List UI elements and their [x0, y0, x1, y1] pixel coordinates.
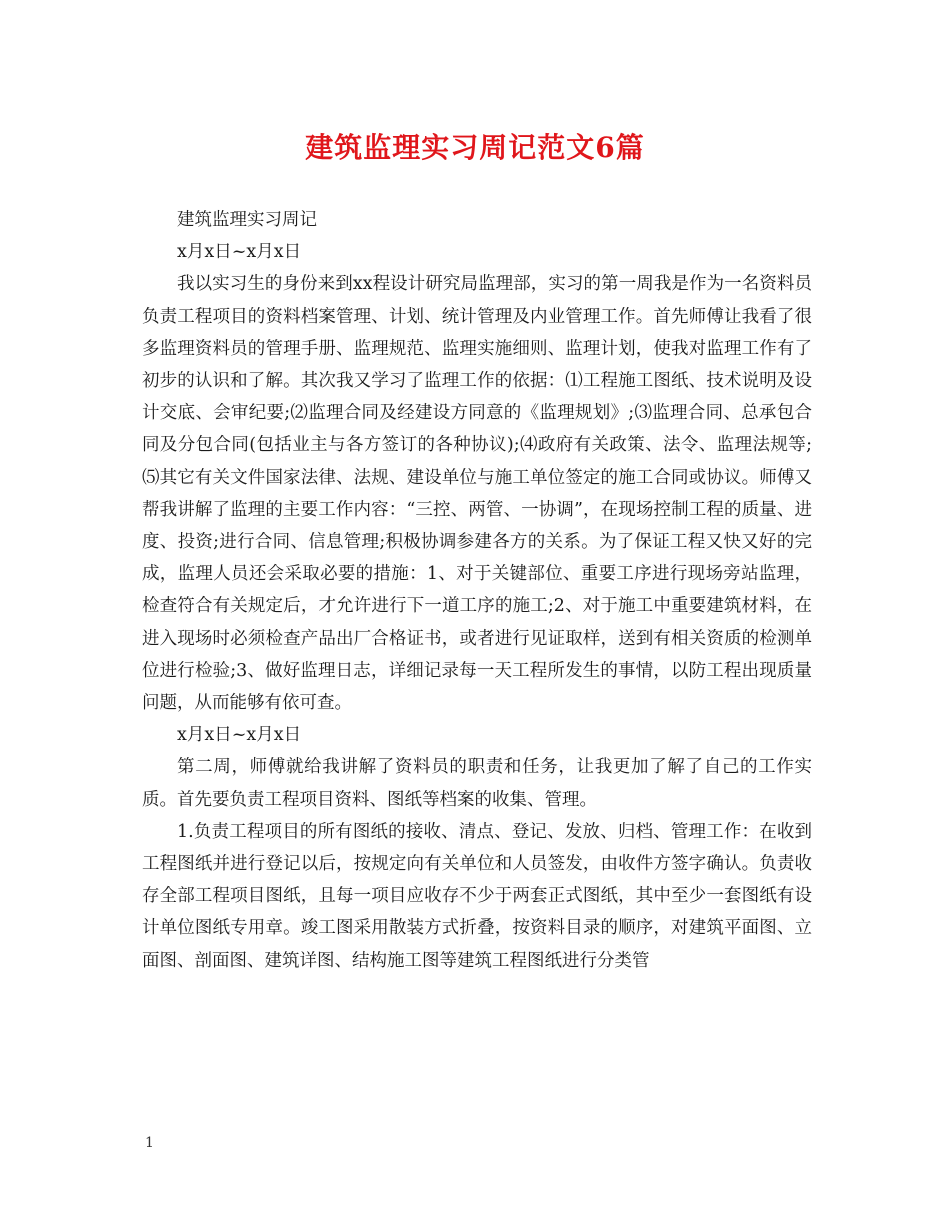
paragraph-week-2-item-1: 1.负责工程项目的所有图纸的接收、清点、登记、发放、归档、管理工作：在收到工程图纸并进行登记以后，按规定向有关单位和人员签发，由收件方签字确认。负责收存全部工程项目图纸，且每一项目应收存不少于两套正式图纸，其中至少一套图纸有设计单位图纸专用章。竣工图采用散装方式折叠，按资料目录的顺序，对建筑平面图、立面图、剖面图、建筑详图、结构施工图等建筑工程图纸进行分类管	[142, 821, 812, 971]
document-title: 建筑监理实习周记范文6篇	[305, 131, 645, 164]
page-number: 1	[145, 1135, 154, 1151]
date-range-week-1: x月x日~x月x日	[177, 242, 302, 263]
paragraph-week-1: 我以实习生的身份来到xx程设计研究局监理部，实习的第一周我是作为一名资料员负责工程项目的资料档案管理、计划、统计管理及内业管理工作。首先师傅让我看了很多监理资料员的管理手册、监理规范、监理实施细则、监理计划，使我对监理工作有了初步的认识和了解。其次我又学习了监理工作的依据：⑴工程施工图纸、技术说明及设计交底、会审纪要;⑵监理合同及经建设方同意的《监理规划》;⑶监理合同、总承包合同及分包合同(包括业主与各方签订的各种协议);⑷政府有关政策、法令、监理法规等;⑸其它有关文件国家法律、法规、建设单位与施工单位签定的施工合同或协议。师傅又帮我讲解了监理的主要工作内容：“三控、两管、一协调”，在现场控制工程的质量、进度、投资;进行合同、信息管理;积极协调参建各方的关系。为了保证工程又快又好的完成，监理人员还会采取必要的措施：1、对于关键部位、重要工序进行现场旁站监理，检查符合有关规定后，才允许进行下一道工序的施工;2、对于施工中重要建筑材料，在进入现场时必须检查产品出厂合格证书，或者进行见证取样，送到有相关资质的检测单位进行检验;3、做好监理日志，详细记录每一天工程所发生的事情，以防工程出现质量问题，从而能够有依可查。	[142, 274, 812, 714]
document-body	[142, 204, 812, 977]
section-heading: 建筑监理实习周记	[177, 210, 317, 230]
date-range-week-2: x月x日~x月x日	[177, 725, 302, 746]
paragraph-week-2-intro: 第二周，师傅就给我讲解了资料员的职责和任务，让我更加了解了自己的工作实质。首先要负责工程项目资料、图纸等档案的收集、管理。	[142, 757, 812, 810]
